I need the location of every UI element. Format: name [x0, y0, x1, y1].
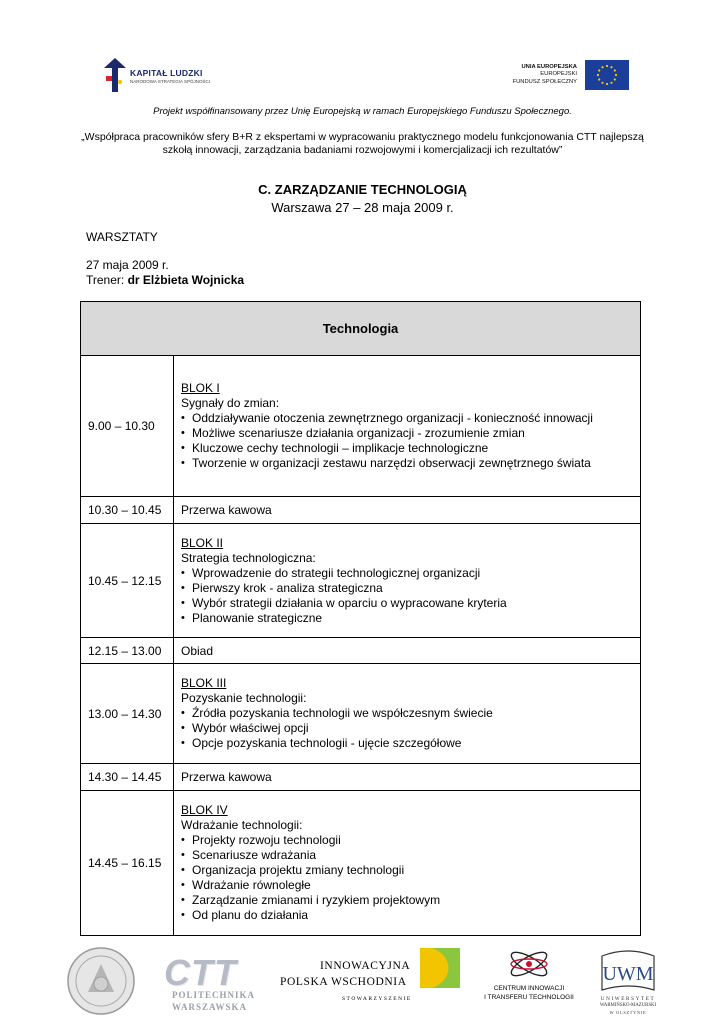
ctt-logo-text: CTT	[164, 952, 237, 993]
eu-star-icon	[597, 74, 599, 76]
eu-star-icon	[610, 82, 612, 84]
ctt-line1: POLITECHNIKA	[172, 990, 256, 1000]
bullet-list	[181, 566, 633, 626]
list-item: • Wdrażanie równoległe	[181, 878, 633, 893]
bullet-list	[181, 411, 633, 471]
block-topic: Wdrażanie technologii:	[181, 818, 303, 832]
trainer-label: Trener:	[86, 273, 128, 287]
cit-line1: CENTRUM INNOWACJI	[493, 985, 565, 992]
svg-text:UWM: UWM	[602, 963, 654, 985]
content-cell	[174, 791, 641, 936]
project-title: „Współpraca pracowników sfery B+R z ekspertami w wypracowaniu praktycznego modelu funkcjonowania CTT najlepszą szkołą innowacji, zarządzania badaniami rozwojowymi i komercjalizacji ich rezultatów”	[81, 131, 644, 156]
kapital-ludzki-logo	[100, 56, 220, 96]
table-row	[81, 638, 641, 664]
table-row	[81, 791, 641, 936]
innowacyjna-polska-wschodnia-logo	[276, 946, 466, 1016]
kapital-ludzki-title: KAPITAŁ LUDZKI	[130, 68, 203, 78]
uwm-line2: WARMIŃSKO-MAZURSKI	[599, 1003, 657, 1008]
ctt-line2: WARSZAWSKA	[172, 1002, 248, 1012]
table-row	[81, 497, 641, 524]
list-item: • Wprowadzenie do strategii technologicznej organizacji	[181, 566, 633, 581]
bullet-list	[181, 833, 633, 923]
list-item: • Wybór właściwej opcji	[181, 721, 633, 736]
ctt-politechnika-logo	[160, 952, 264, 1014]
kapital-ludzki-subtitle: NARODOWA STRATEGIA SPÓJNOŚCI	[130, 79, 211, 84]
table-header: Technologia	[81, 302, 641, 356]
list-item: • Tworzenie w organizacji zestawu narzędzi obserwacji zewnętrznego świata	[181, 456, 633, 471]
ipw-line3: STOWARZYSZENIE	[342, 996, 412, 1002]
ipw-line1: INNOWACYJNA	[320, 960, 411, 972]
list-item: • Źródła pozyskania technologii we współczesnym świecie	[181, 706, 633, 721]
uwm-logo	[592, 944, 664, 1020]
time-cell: 9.00 – 10.30	[81, 356, 174, 497]
eu-star-icon	[614, 78, 616, 80]
uwm-book-icon	[598, 946, 658, 994]
table-header-row	[81, 302, 641, 356]
list-item: • Planowanie strategiczne	[181, 611, 633, 626]
eu-line2: EUROPEJSKI	[540, 71, 577, 78]
uwm-line1: UNIWERSYTET	[600, 996, 656, 1002]
block-topic: Strategia technologiczna:	[181, 550, 316, 565]
list-item: • Scenariusze wdrażania	[181, 848, 633, 863]
eu-star-icon	[601, 82, 603, 84]
eu-star-icon	[601, 66, 603, 68]
eu-logo-text	[513, 64, 577, 86]
list-item: • Opcje pozyskania technologii - ujęcie szczegółowe	[181, 736, 633, 751]
bullet-list	[181, 706, 633, 751]
content-cell: Przerwa kawowa	[174, 497, 641, 524]
block-title: BLOK III	[181, 676, 227, 690]
eu-line1: UNIA EUROPEJSKA	[521, 64, 577, 70]
cit-line2: I TRANSFERU TECHNOLOGII	[484, 994, 574, 1001]
conference-title: C. ZARZĄDZANIE TECHNOLOGIĄ	[258, 182, 467, 197]
uwm-line3: W OLSZTYNIE	[609, 1010, 647, 1015]
atom-icon	[506, 944, 552, 984]
eu-line3: FUNDUSZ SPOŁECZNY	[512, 78, 577, 85]
trainer-line	[86, 273, 244, 287]
table-row	[81, 664, 641, 764]
content-cell	[174, 524, 641, 638]
content-cell	[174, 356, 641, 497]
content-cell	[174, 664, 641, 764]
time-cell: 14.45 – 16.15	[81, 791, 174, 936]
block-title: BLOK IV	[181, 803, 228, 817]
block-title: BLOK II	[181, 535, 224, 550]
table-row	[81, 524, 641, 638]
table-row	[81, 356, 641, 497]
politechnika-seal-icon	[66, 946, 136, 1016]
list-item: • Oddziaływanie otoczenia zewnętrznego organizacji - konieczność innowacji	[181, 411, 633, 426]
table-row	[81, 764, 641, 791]
kapital-ludzki-mark-icon	[104, 58, 126, 92]
eu-star-icon	[615, 74, 617, 76]
content-cell: Przerwa kawowa	[174, 764, 641, 791]
time-cell: 13.00 – 14.30	[81, 664, 174, 764]
ipw-leaf-icon	[420, 948, 460, 988]
block-topic: Pozyskanie technologii:	[181, 691, 307, 705]
ipw-line2: POLSKA WSCHODNIA	[280, 976, 407, 988]
list-item: • Wybór strategii działania w oparciu o wypracowane kryteria	[181, 596, 633, 611]
conference-dates: Warszawa 27 – 28 maja 2009 r.	[271, 200, 454, 215]
list-item: • Pierwszy krok - analiza strategiczna	[181, 581, 633, 596]
eu-star-icon	[598, 78, 600, 80]
schedule-table	[80, 301, 641, 936]
time-cell: 14.30 – 14.45	[81, 764, 174, 791]
time-cell: 10.30 – 10.45	[81, 497, 174, 524]
trainer-name: dr Elżbieta Wojnicka	[127, 273, 245, 287]
list-item: • Kluczowe cechy technologii – implikacje technologiczne	[181, 441, 633, 456]
eu-flag-icon	[585, 60, 629, 90]
list-item: • Projekty rozwoju technologii	[181, 833, 633, 848]
list-item: • Organizacja projektu zmiany technologii	[181, 863, 633, 878]
content-cell: Obiad	[174, 638, 641, 664]
workshop-label: WARSZTATY	[86, 230, 158, 244]
eu-star-icon	[606, 65, 608, 67]
eu-star-icon	[606, 83, 608, 85]
eu-star-icon	[610, 66, 612, 68]
list-item: • Możliwe scenariusze działania organizacji - zrozumienie zmian	[181, 426, 633, 441]
block-title: BLOK I	[181, 381, 220, 395]
list-item: • Od planu do działania	[181, 908, 633, 923]
cofinance-note: Projekt współfinansowany przez Unię Europejską w ramach Europejskiego Funduszu Społecznego.	[153, 106, 572, 117]
centrum-innowacji-logo	[480, 944, 578, 1016]
eu-logo	[493, 54, 633, 102]
eu-star-icon	[598, 69, 600, 71]
time-cell: 10.45 – 12.15	[81, 524, 174, 638]
eu-star-icon	[614, 69, 616, 71]
time-cell: 12.15 – 13.00	[81, 638, 174, 664]
block-topic: Sygnały do zmian:	[181, 396, 280, 410]
workshop-date: 27 maja 2009 r.	[86, 258, 169, 272]
list-item: • Zarządzanie zmianami i ryzykiem projektowym	[181, 893, 633, 908]
